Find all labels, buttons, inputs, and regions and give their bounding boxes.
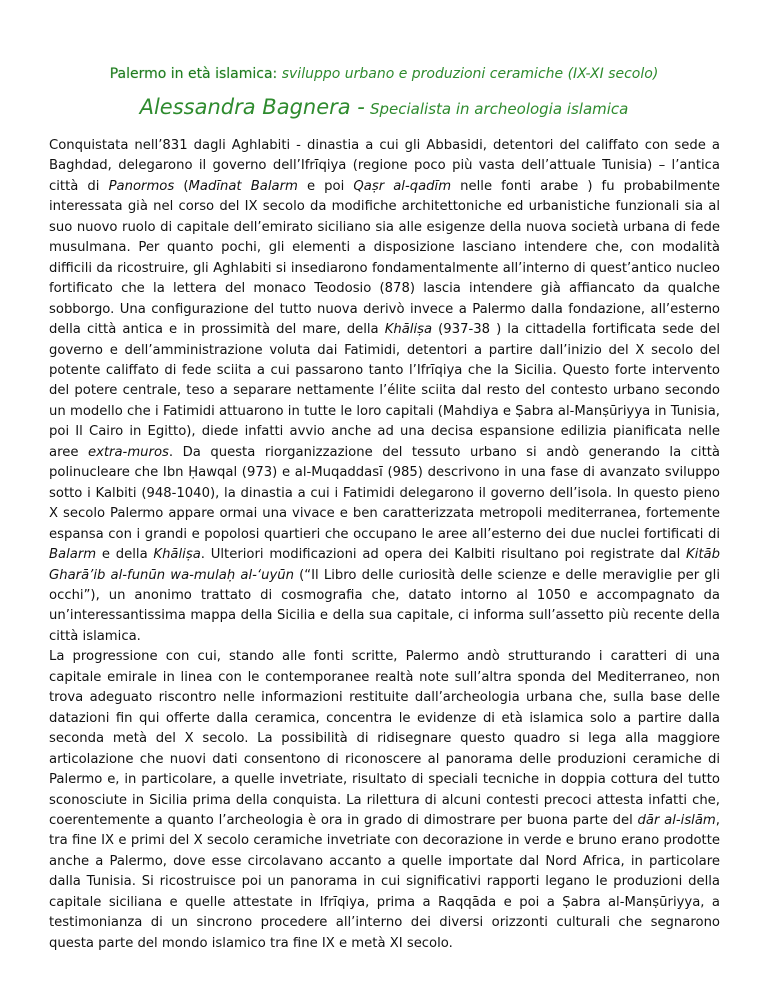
- body-text: [49, 136, 720, 954]
- italic-term: Madīnat Balarm: [188, 178, 298, 194]
- author-name: Alessandra Bagnera -: [139, 95, 365, 119]
- author-role: Specialista in archeologia islamica: [369, 100, 629, 118]
- paragraph-1: [49, 136, 720, 647]
- text-run: (“Il Libro delle curiosità delle scienze e delle meraviglie per gli occhi”), un anonimo trattato di cosmografia che, datato intorno al 1050 e accompagnato da un’interessantissima mappa della Sicilia e della sua capitale, ci informa sull’assetto più recente della città islamica.: [49, 567, 720, 644]
- italic-term: dār al-islām: [637, 812, 716, 828]
- text-run: nelle fonti arabe ) fu probabilmente interessata già nel corso del IX secolo da modifiche architettoniche ed urbanistiche funzionali sia al suo nuovo ruolo di capitale dell’emirato siciliano sia alle esigenze della nuova società urbana di fede musulmana. Per quanto pochi, gli elementi a disposizione lasciano intendere che, con modalità difficili da ricostruire, gli Aghlabiti si insediarono fondamentalmente all’interno di quest’antico nucleo fortificato che la lettera del monaco Teodosio (878) lascia intendere già affiancato da qualche sobborgo. Una configurazione del tutto nuova derivò invece a Palermo dalla fondazione, all’esterno della città antica e in prossimità del mare, della: [49, 178, 720, 338]
- text-run: Conquistata nell’831 dagli Aghlabiti - dinastia a cui gli Abbasidi, detentori del califfato con sede a Baghdad, delegarono il governo dell’Ifrīqiya (regione poco più vasta dell’attuale Tunisia) – l’antica città di: [49, 138, 720, 194]
- italic-term: Qaṣr al-qadīm: [353, 178, 452, 194]
- document-subtitle: sviluppo urbano e produzioni ceramiche (IX-XI secolo): [281, 66, 659, 82]
- text-run: La progressione con cui, stando alle fonti scritte, Palermo andò strutturando i caratteri di una capitale emirale in linea con le contemporanee realtà note sull’altra sponda del Mediterraneo, non trova adeguato riscontro nelle informazioni restituite dall’archeologia urbana che, sulla base delle datazioni fin qui offerte dalla ceramica, concentra le evidenze di età islamica solo a partire dalla seconda metà del X secolo. La possibilità di ridisegnare questo quadro si lega alla maggiore articolazione che nuovi dati consentono di riconoscere al panorama delle produzioni ceramiche di Palermo e, in particolare, a quelle invetriate, risultato di speciali tecniche in doppia cottura del tutto sconosciute in Sicilia prima della conquista. La rilettura di alcuni contesti precoci attesta infatti che, coerentemente a quanto l’archeologia è ora in grado di dimostrare per buona parte del: [49, 649, 720, 828]
- italic-term: Kitāb Gharā’ib al-funūn wa-mulaḥ al-‘uyūn: [49, 547, 720, 583]
- paragraph-2: [49, 647, 720, 954]
- text-run: (937-38 ) la cittadella fortificata sede del governo e dell’amministrazione voluta dai Fatimidi, detentori a partire dall’inizio del X secolo del potente califfato di fede sciita a cui passarono tanto l’Ifrīqiya che la Sicilia. Questo forte intervento del potere centrale, teso a separare nettamente l’élite sciita dal resto del contesto urbano secondo un modello che i Fatimidi attuarono in tutte le loro capitali (Mahdiya e Ṣabra al-Manṣūriyya in Tunisia, poi Il Cairo in Egitto), diede infatti avvio anche ad una decisa espansione edilizia pianificata nelle aree: [49, 322, 721, 460]
- text-run: (: [174, 178, 189, 194]
- italic-term: Khāliṣa: [384, 322, 433, 338]
- text-run: e della: [96, 547, 154, 563]
- italic-term: Panormos: [108, 178, 175, 194]
- text-run: . Da questa riorganizzazione del tessuto urbano si andò generando la città polinucleare che Ibn Ḥawqal (973) e al-Muqaddasī (985) descrivono in una fase di avanzato sviluppo sotto i Kalbiti (948-1040), la dinastia a cui i Fatimidi delegarono il governo dell’isola. In questo pieno X secolo Palermo appare ormai una vivace e ben caratterizzata metropoli mediterranea, fortemente espansa con i grandi e popolosi quartieri che occupano le aree all’esterno dei due nuclei fortificati di: [49, 444, 720, 542]
- document-header: [0, 64, 768, 84]
- text-run: , tra fine IX e primi del X secolo ceramiche invetriate con decorazione in verde e bruno erano prodotte anche a Palermo, dove esse circolavano accanto a quelle importate dal Nord Africa, in particolare dalla Tunisia. Si ricostruisce poi un panorama in cui significativi rapporti legano le produzioni della capitale siciliana e quelle attestate in Ifrīqiya, prima a Raqqāda e poi a Ṣabra al-Manṣūriyya, a testimonianza di un sincrono procedere all’interno dei diversi orizzonti culturali che segnarono questa parte del mondo islamico tra fine IX e metà XI secolo.: [49, 812, 720, 951]
- document-title: Palermo in età islamica:: [109, 66, 278, 82]
- italic-term: extra-muros: [87, 444, 169, 460]
- text-run: . Ulteriori modificazioni ad opera dei Kalbiti risultano poi registrate dal: [200, 547, 687, 563]
- text-run: e poi: [297, 178, 354, 194]
- italic-term: Balarm: [49, 547, 97, 563]
- italic-term: Khāliṣa: [153, 547, 201, 563]
- author-line: [0, 93, 768, 123]
